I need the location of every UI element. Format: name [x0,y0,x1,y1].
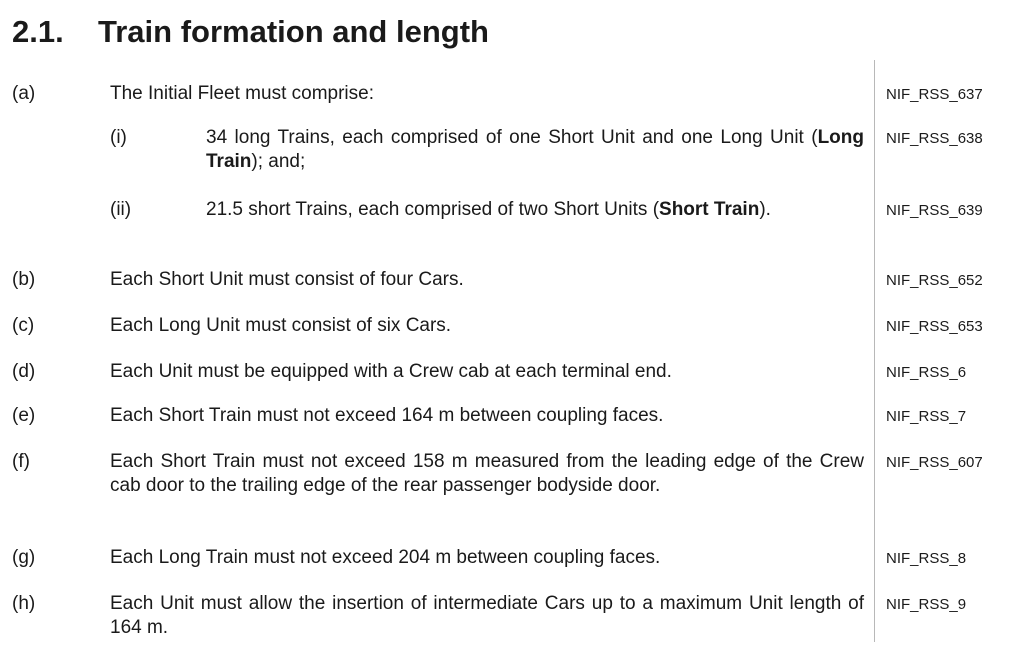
clause-text: The Initial Fleet must comprise: [110,83,374,104]
requirement-id: NIF_RSS_7 [886,408,967,425]
requirement-id: NIF_RSS_6 [886,364,967,381]
clause-label: (f) [12,451,30,472]
clause-text: Each Unit must allow the insertion of intermediate Cars up to a maximum Unit length of 164 m. [110,593,864,638]
reference-column-divider [874,60,875,642]
clause-label: (g) [12,547,36,568]
clause-label: (c) [12,315,35,336]
section-title: Train formation and length [98,14,489,49]
clause-label: (b) [12,269,36,290]
clause-text: Each Long Unit must consist of six Cars. [110,315,452,336]
requirement-id: NIF_RSS_607 [886,454,983,471]
requirement-id: NIF_RSS_8 [886,550,967,567]
section-heading [12,14,489,50]
clause-text: Each Unit must be equipped with a Crew cab at each terminal end. [110,361,672,382]
clause-text: Each Short Train must not exceed 158 m measured from the leading edge of the Crew cab door to the trailing edge of the rear passenger bodyside door. [110,451,864,496]
defined-term: Long Train [206,127,864,172]
defined-term: Short Train [659,199,760,220]
clause-label: (h) [12,593,36,614]
requirement-id: NIF_RSS_652 [886,272,983,289]
clause-label: (e) [12,405,36,426]
clause-text: Each Long Train must not exceed 204 m between coupling faces. [110,547,661,568]
subclause-text: 34 long Trains, each comprised of one Short Unit and one Long Unit (Long Train); and; [206,127,864,172]
subclause-label: (ii) [110,199,132,220]
clause-text: Each Short Train must not exceed 164 m between coupling faces. [110,405,664,426]
section-number: 2.1. [12,14,64,49]
subclause-label: (i) [110,127,127,148]
requirement-id: NIF_RSS_638 [886,130,983,147]
requirement-id: NIF_RSS_9 [886,596,967,613]
clause-text: Each Short Unit must consist of four Cars. [110,269,464,290]
clause-label: (d) [12,361,36,382]
requirement-id: NIF_RSS_637 [886,86,983,103]
requirement-id: NIF_RSS_639 [886,202,983,219]
requirement-id: NIF_RSS_653 [886,318,983,335]
clause-label: (a) [12,83,36,104]
subclause-text: 21.5 short Trains, each comprised of two Short Units (Short Train). [206,199,771,220]
